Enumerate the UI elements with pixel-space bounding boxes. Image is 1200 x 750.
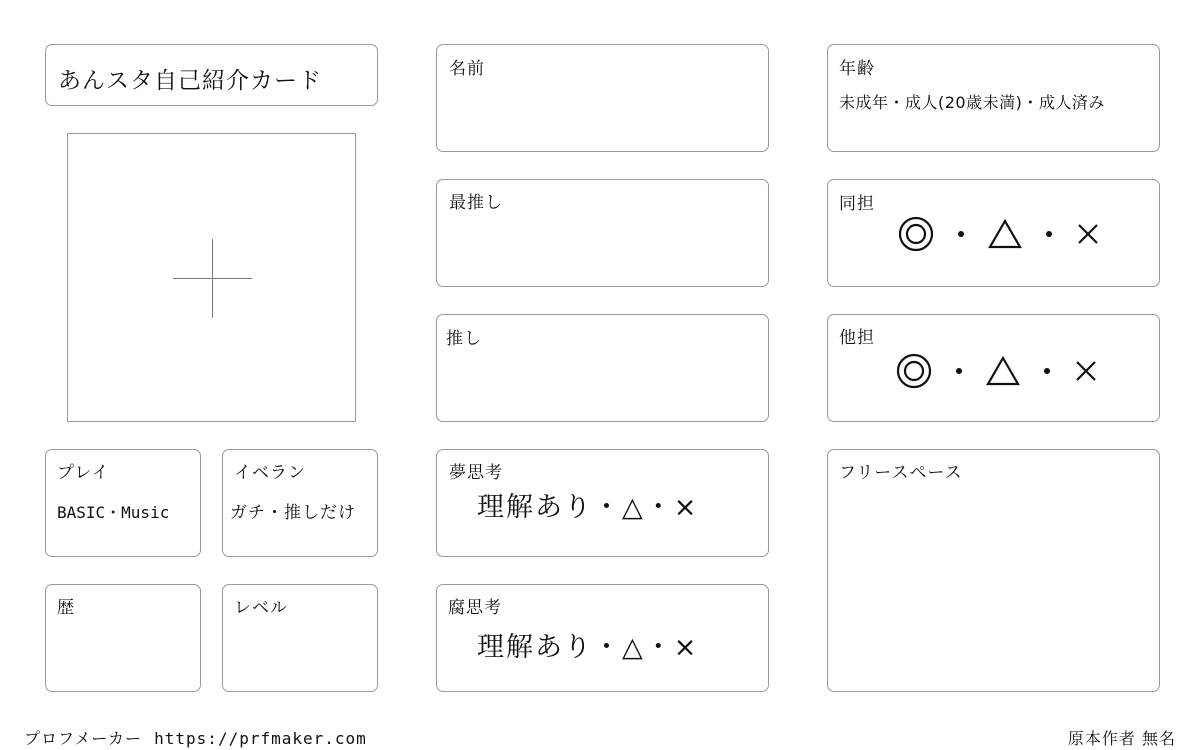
card-title-box	[45, 44, 378, 106]
field-tatan-label: 他担	[839, 328, 875, 348]
field-name[interactable]	[436, 44, 769, 152]
field-play[interactable]	[45, 449, 201, 557]
field-age-value: 未成年・成人(20歳未満)・成人済み	[839, 93, 1105, 112]
field-event-run-value: ガチ・推しだけ	[230, 503, 356, 523]
triangle-icon[interactable]	[986, 356, 1020, 386]
footer-maker	[24, 726, 367, 749]
field-level[interactable]	[222, 584, 378, 692]
double-circle-icon[interactable]	[896, 353, 932, 389]
field-top-oshi[interactable]	[436, 179, 769, 287]
doutan-options	[898, 214, 1100, 254]
field-fu[interactable]	[436, 584, 769, 692]
field-event-run[interactable]	[222, 449, 378, 557]
separator-dot	[958, 231, 964, 237]
field-history-label: 歴	[57, 598, 75, 618]
tatan-options	[896, 351, 1098, 391]
footer-maker-name: プロフメーカー	[24, 729, 143, 748]
field-age-label: 年齢	[839, 59, 875, 79]
separator-dot	[1046, 231, 1052, 237]
field-play-label: プレイ	[57, 463, 110, 483]
field-free-space[interactable]	[827, 449, 1160, 692]
field-yume-value: 理解あり・△・×	[477, 492, 699, 523]
triangle-icon[interactable]	[988, 219, 1022, 249]
field-event-run-label: イベラン	[234, 463, 306, 483]
field-yume[interactable]	[436, 449, 769, 557]
photo-upload-area[interactable]	[67, 133, 356, 422]
field-oshi-label: 推し	[446, 329, 482, 349]
cross-icon[interactable]	[1076, 222, 1100, 246]
field-fu-value: 理解あり・△・×	[477, 632, 699, 663]
field-top-oshi-label: 最推し	[449, 193, 503, 213]
field-fu-label: 腐思考	[448, 598, 502, 618]
separator-dot	[1044, 368, 1050, 374]
footer-author: 原本作者 無名	[1067, 729, 1176, 748]
field-name-label: 名前	[449, 59, 485, 79]
field-level-label: レベル	[234, 598, 288, 618]
field-doutan[interactable]	[827, 179, 1160, 287]
field-free-space-label: フリースペース	[839, 463, 963, 483]
separator-dot	[956, 368, 962, 374]
field-play-value: BASIC・Music	[57, 503, 170, 522]
double-circle-icon[interactable]	[898, 216, 934, 252]
field-yume-label: 夢思考	[449, 463, 503, 483]
field-doutan-label: 同担	[839, 194, 875, 214]
cross-icon[interactable]	[1074, 359, 1098, 383]
field-tatan[interactable]	[827, 314, 1160, 422]
field-oshi[interactable]	[436, 314, 769, 422]
field-history[interactable]	[45, 584, 201, 692]
footer-url-link[interactable]: https://prfmaker.com	[154, 729, 367, 748]
field-age[interactable]	[827, 44, 1160, 152]
card-title: あんスタ自己紹介カード	[58, 68, 322, 94]
